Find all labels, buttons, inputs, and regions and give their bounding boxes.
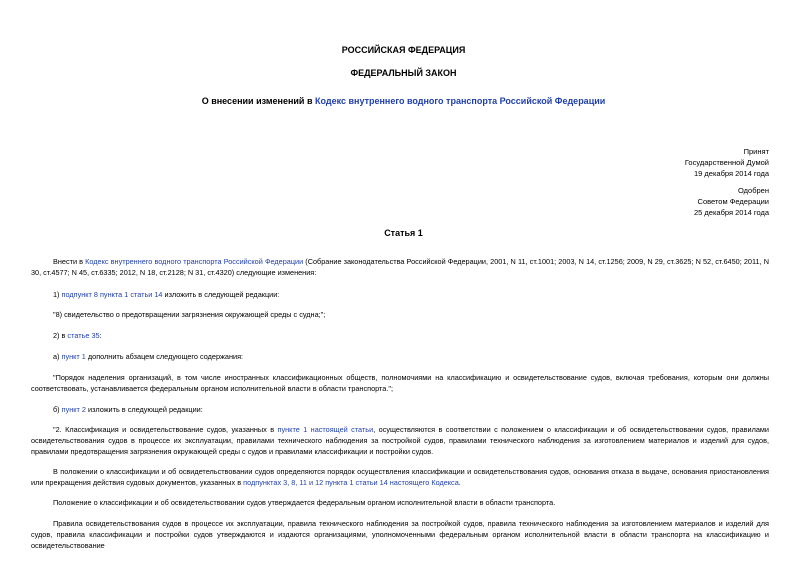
text: : bbox=[99, 331, 102, 340]
paragraph-procedure: "Порядок наделения организаций, в том числе иностранных классификационных обществ, полномочиями на классификацию и освидетельствование судов, включая требования, которым они должны соответствовать, устанавливается федеральным органом исполнительной власти в области транспорта."; bbox=[31, 373, 769, 393]
accepted-date: 19 декабря 2014 года bbox=[693, 169, 769, 178]
approved-date: 25 декабря 2014 года bbox=[693, 208, 769, 217]
approved-by: Советом Федерации bbox=[697, 197, 769, 206]
text: изложить в следующей редакции: bbox=[162, 290, 280, 299]
paragraph-approval: Положение о классификации и об освидетельствовании судов утверждается федеральным органом исполнительной власти в области транспорта. bbox=[53, 498, 556, 507]
text: , осуществляются в соответствии с положением о классификации и об освидетельствовании судов, правилами освидетельствования судов в процессе их эксплуатации, правилами технического наблюдения за постройкой судов, правилами технического наблюдения за изготовлением материалов и изделий для судов, правилами предотвращения загрязнения окружающей среды с судов и правилами классификации и постройки судов. bbox=[31, 425, 770, 456]
text: 1) bbox=[53, 290, 62, 299]
law-type-heading: ФЕДЕРАЛЬНЫЙ ЗАКОН bbox=[350, 68, 457, 78]
law-title bbox=[0, 96, 807, 106]
country-heading: РОССИЙСКАЯ ФЕДЕРАЦИЯ bbox=[341, 45, 466, 55]
text: "2. Классификация и освидетельствование судов, указанных в bbox=[53, 425, 278, 434]
text: Внести в bbox=[53, 257, 86, 266]
paragraph-classification bbox=[31, 424, 769, 457]
code-link-inline[interactable]: Кодекс внутреннего водного транспорта Российской Федерации bbox=[85, 257, 304, 266]
paragraph-rules: Правила освидетельствования судов в процессе их эксплуатации, правила технического наблюдения за постройкой судов, правила технического наблюдения за изготовлением материалов и изделий для судов, правила классификации и постройки судов утверждаются и издаются организациями, уполномоченными федеральным органом исполнительной власти в области транспорта на классификацию и освидетельствование bbox=[31, 519, 769, 550]
approved-block bbox=[694, 185, 769, 218]
paragraph-regulation bbox=[31, 466, 769, 488]
subpoints-link[interactable]: подпунктах 3, 8, 11 и 12 пункта 1 статьи 14 настоящего Кодекса bbox=[243, 478, 459, 487]
article-35-link[interactable]: статье 35 bbox=[67, 331, 100, 340]
point-1-this-article-link[interactable]: пункте 1 настоящей статьи bbox=[277, 425, 374, 434]
paragraph-item-2 bbox=[31, 330, 769, 341]
text: В положении о классификации и об освидетельствовании судов определяются порядок осуществления классификации и освидетельствования судов, основания отказа в выдаче, основания приостановления или прекращения действия судовых документов, указанных в bbox=[31, 467, 769, 487]
code-link[interactable]: Кодекс внутреннего водного транспорта Российской Федерации bbox=[315, 96, 606, 106]
text: 2) в bbox=[53, 331, 68, 340]
paragraph-item-1 bbox=[31, 289, 769, 300]
paragraph-quote-8: "8) свидетельство о предотвращении загрязнения окружающей среды с судна;"; bbox=[53, 310, 326, 319]
text: дополнить абзацем следующего содержания: bbox=[85, 352, 244, 361]
accepted-label: Принят bbox=[743, 147, 769, 156]
paragraph-item-a bbox=[31, 351, 769, 362]
subpoint-link[interactable]: подпункт 8 пункта 1 статьи 14 bbox=[61, 290, 163, 299]
text: . bbox=[458, 478, 461, 487]
point-1-link[interactable]: пункт 1 bbox=[61, 352, 86, 361]
law-title-prefix: О внесении изменений в bbox=[201, 96, 315, 106]
paragraph-intro bbox=[31, 256, 769, 278]
approved-label: Одобрен bbox=[738, 186, 769, 195]
text: а) bbox=[53, 352, 62, 361]
accepted-by: Государственной Думой bbox=[684, 158, 769, 167]
article-title: Статья 1 bbox=[384, 228, 423, 238]
point-2-link[interactable]: пункт 2 bbox=[61, 405, 86, 414]
text: (Собрание законодательства Российской Федерации, 2001, N 11, ст.1001; 2003, N 14, ст.1256; 2009, N 29, ст.3625; N 52, ст.6450; 2011, N 30, ст.4577; N 45, ст.6335; 2012, N 18, ст.2128; N 31, ст.4320) следующие изменения: bbox=[31, 257, 769, 277]
text: б) bbox=[53, 405, 62, 414]
accepted-block bbox=[685, 146, 769, 179]
text: изложить в следующей редакции: bbox=[85, 405, 203, 414]
paragraph-item-b bbox=[31, 404, 769, 415]
